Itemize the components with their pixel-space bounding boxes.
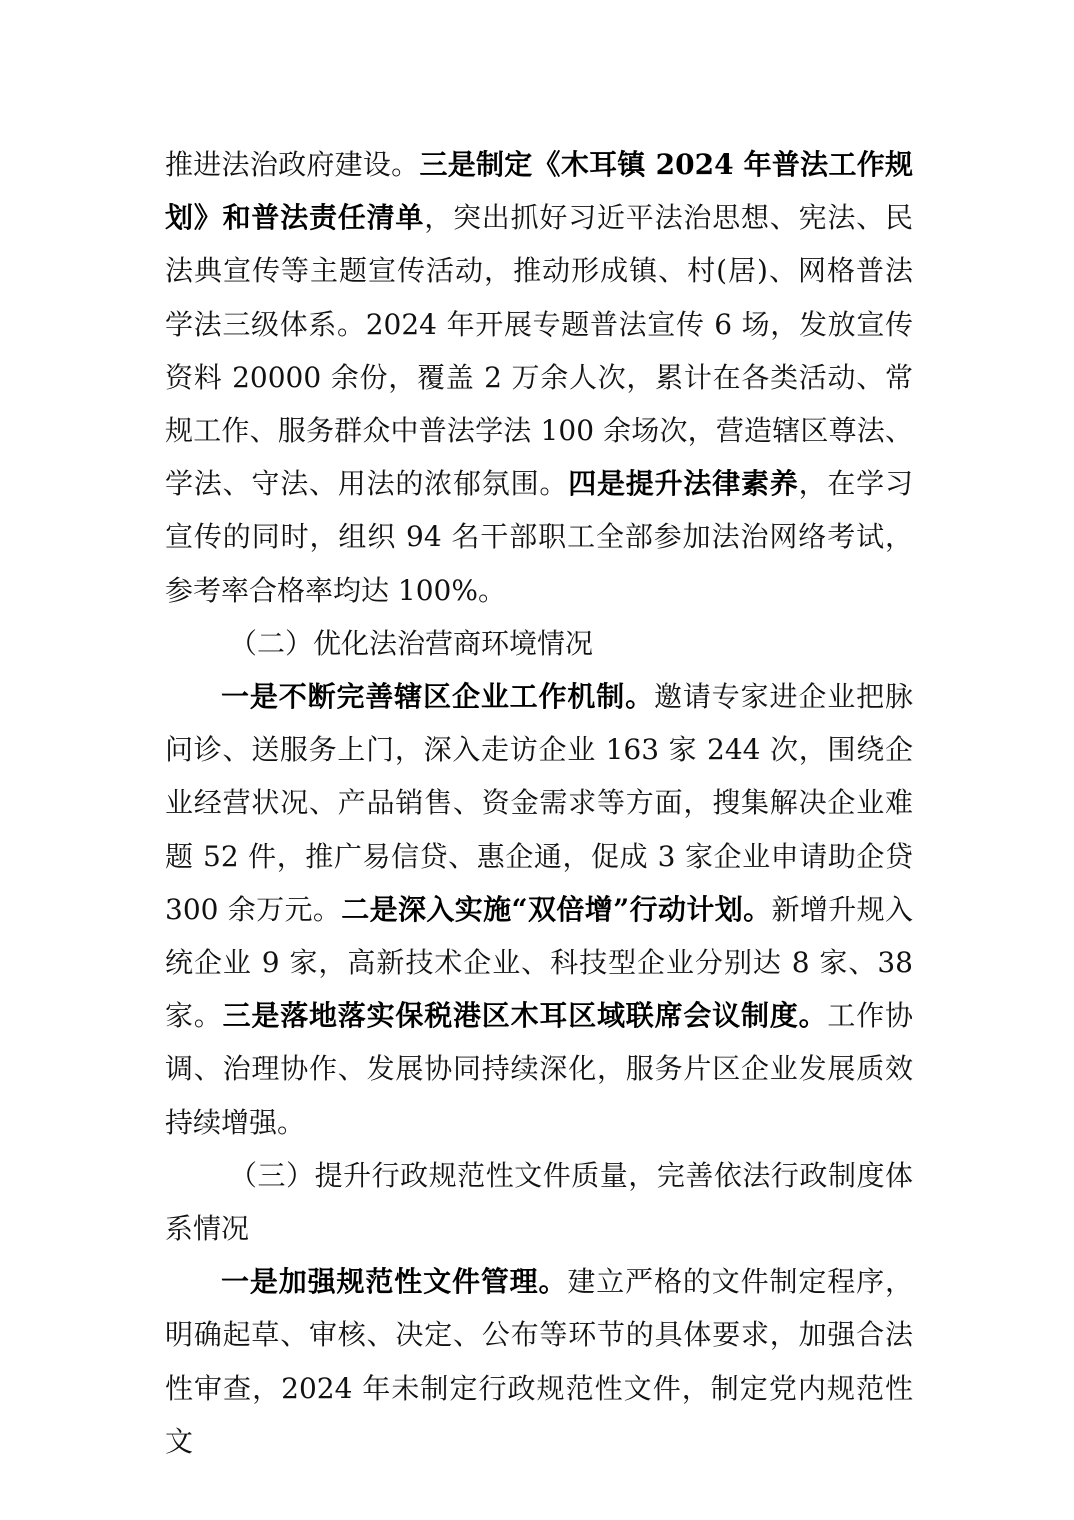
paragraph-text: 建立严格的文件制定程序，明确起草、审核、决定、公布等环节的具体要求，加强合法性审查，2024 年未制定行政规范性文件，制定党内规范性文 [165,1265,913,1458]
bold-lead-phrase: 二是深入实施“双倍增”行动计划。 [341,892,772,926]
bold-lead-phrase: 三是落地落实保税港区木耳区域联席会议制度。 [222,999,828,1033]
paragraph-normative-documents [165,1255,913,1468]
bold-lead-phrase: 一是加强规范性文件管理。 [221,1265,568,1299]
bold-lead-phrase: 一是不断完善辖区企业工作机制。 [221,680,655,714]
paragraph-legal-publicity [165,138,913,617]
paragraph-text: 邀请专家进企业把脉问诊、送服务上门，深入走访企业 163 家 244 次，围绕企业经营状况、产品销售、资金需求等方面，搜集解决企业难题 52 件，推广易信贷、惠企通，促成 3 家企业申请助企贷 300 余万元。 [165,680,913,926]
section-heading-business-environment: （二）优化法治营商环境情况 [229,626,594,660]
paragraph-business-environment [165,670,913,1149]
paragraph-text: ，在学习宣传的同时，组织 94 名干部职工全部参加法治网络考试，参考率合格率均达 100%。 [165,467,913,607]
paragraph-text: 工作协调、治理协作、发展协同持续深化，服务片区企业发展质效持续增强。 [165,999,913,1139]
section-heading-normative-documents: （三）提升行政规范性文件质量，完善依法行政制度体系情况 [165,1158,913,1246]
paragraph-text: ，突出抓好习近平法治思想、宪法、民法典宣传等主题宣传活动，推动形成镇、村(居)、网格普法学法三级体系。2024 年开展专题普法宣传 6 场，发放宣传资料 20000 余份，覆盖 2 万余人次，累计在各类活动、常规工作、服务群众中普法学法 100 余场次，营造辖区尊法、学法、守法、用法的浓郁氛围。 [165,201,913,501]
bold-lead-phrase: 四是提升法律素养 [568,467,799,501]
document-body [165,138,913,1468]
paragraph-text: 新增升规入统企业 9 家，高新技术企业、科技型企业分别达 8 家、38 家。 [165,892,913,1033]
paragraph-text: 推进法治政府建设。 [165,148,420,181]
bold-lead-phrase: 三是制定《木耳镇 2024 年普法工作规划》和普法责任清单 [165,148,913,235]
